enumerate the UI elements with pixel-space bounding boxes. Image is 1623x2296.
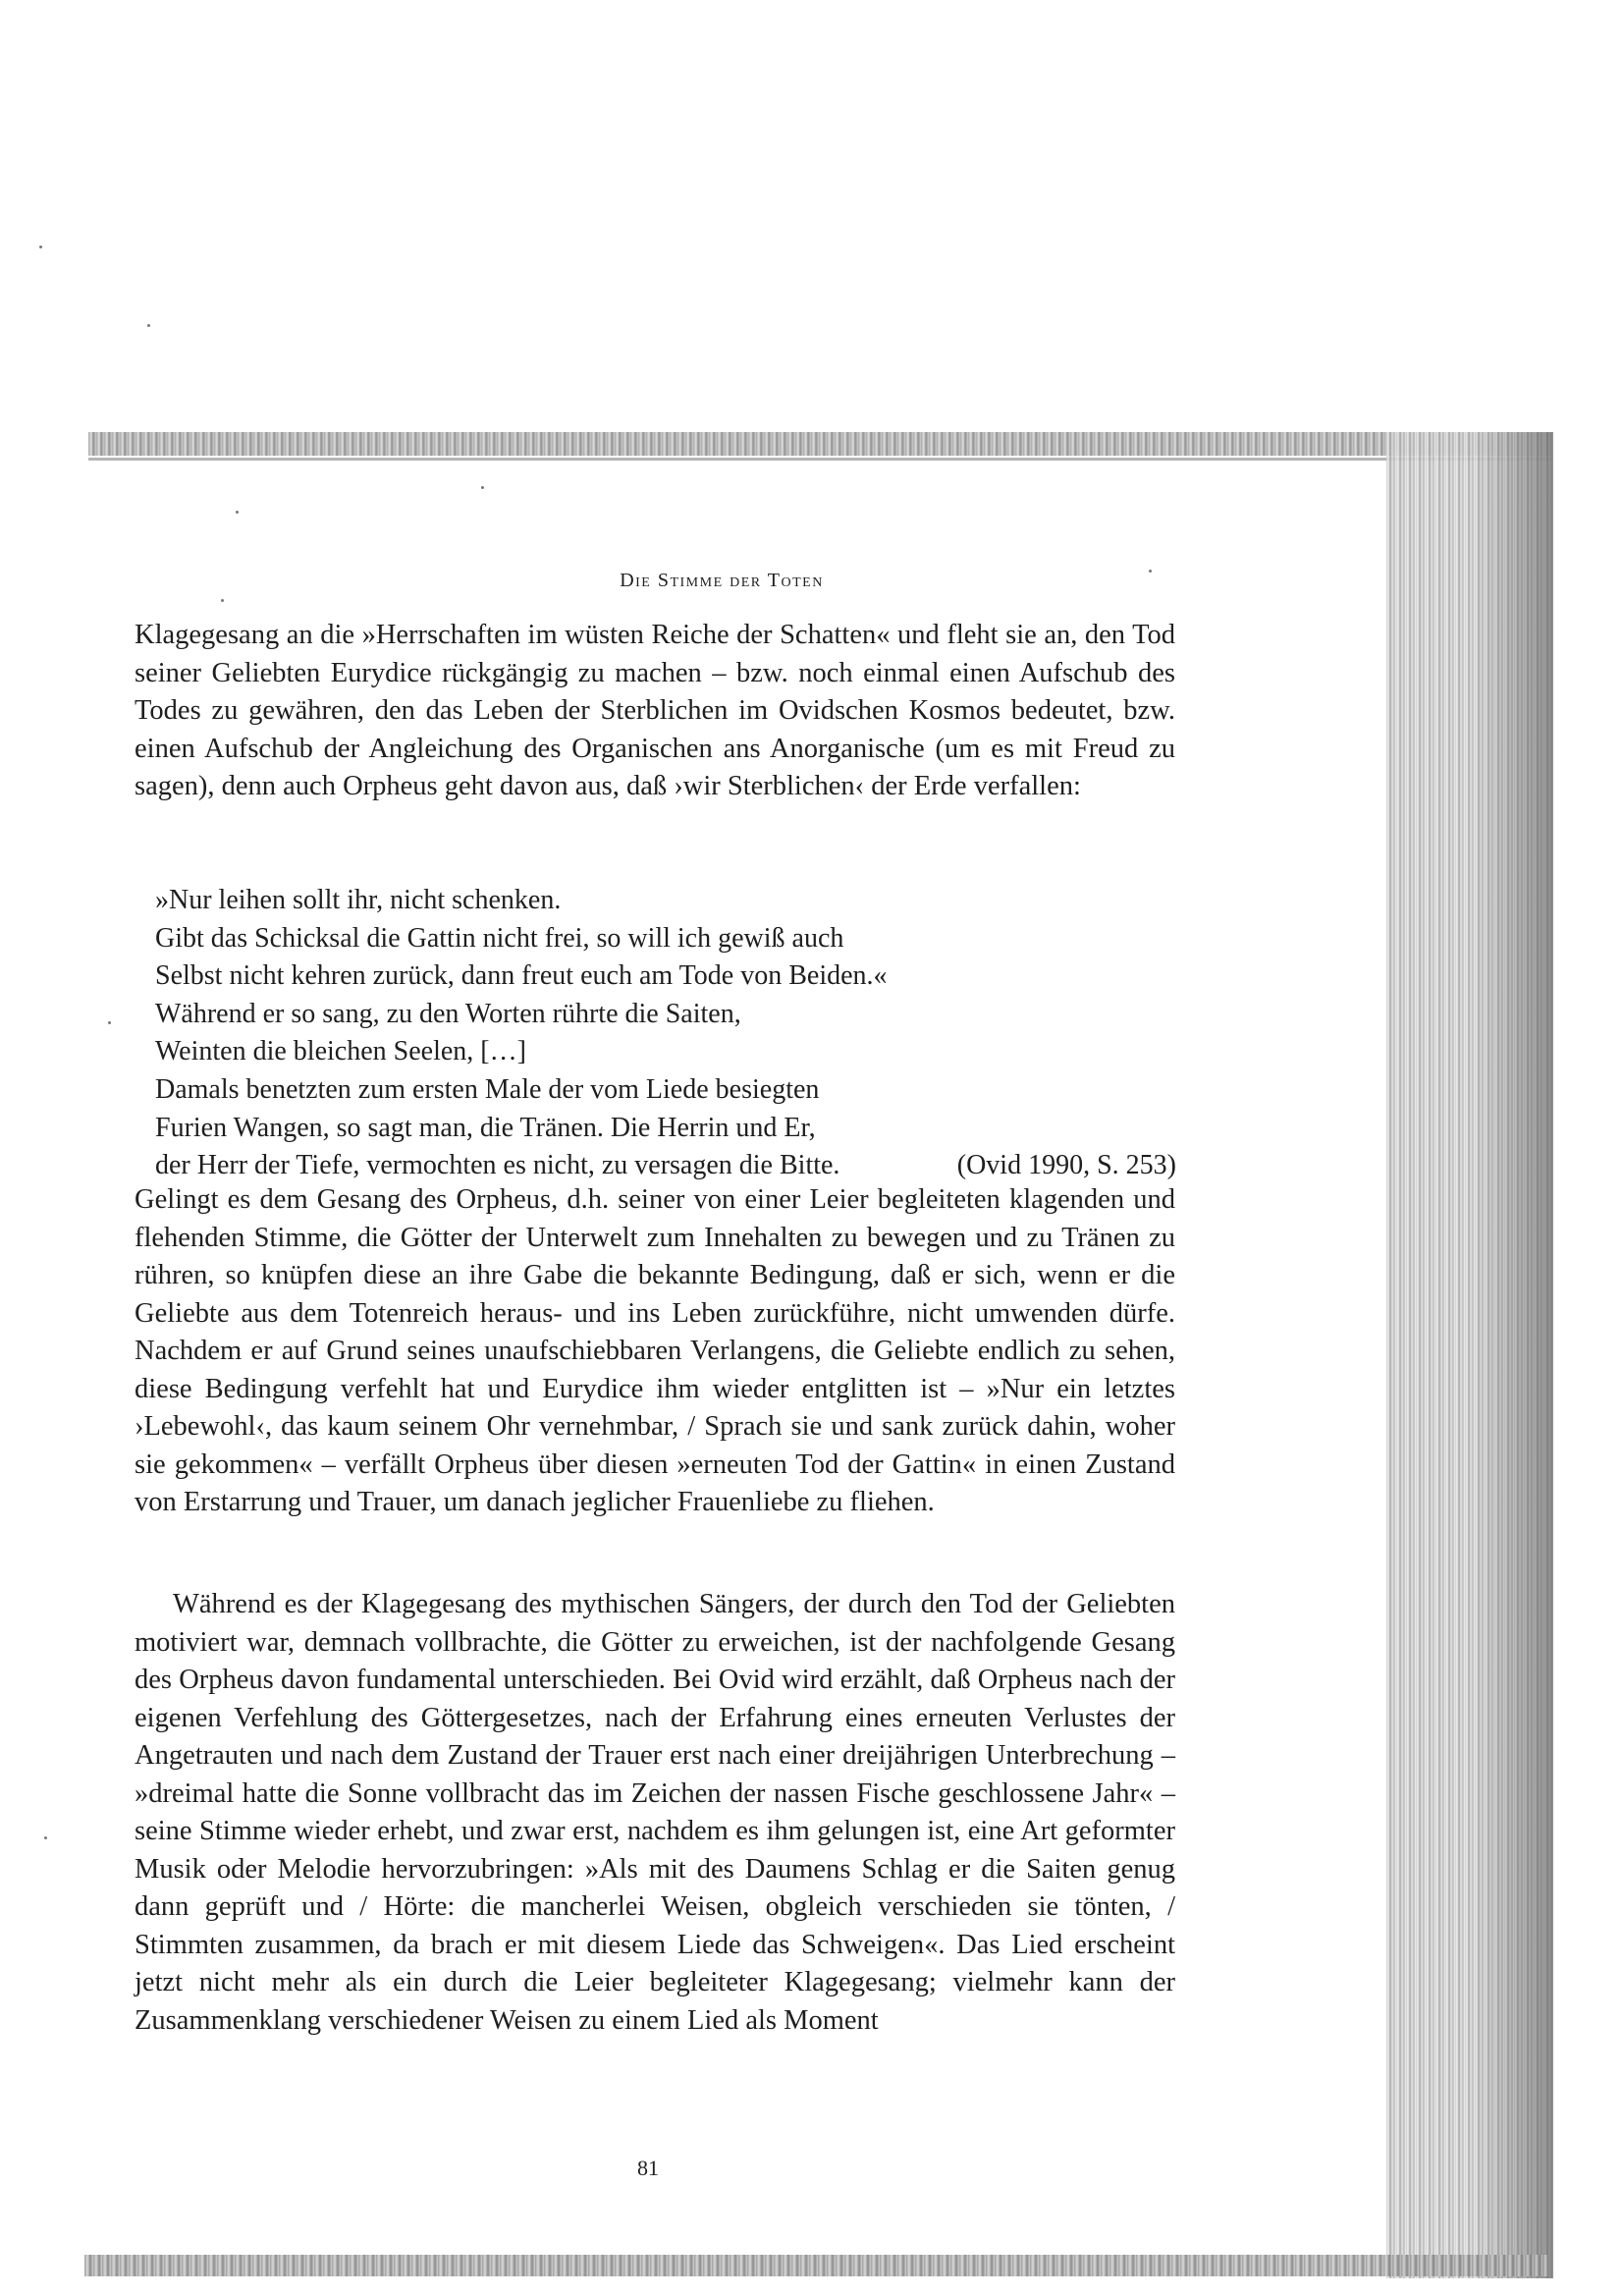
scan-speck [221,599,224,602]
scan-border-top [88,432,1551,456]
quote-line: Damals benetzten zum ersten Male der vom Liede besiegten [155,1073,820,1105]
quote-last-line [155,1147,1176,1185]
body-paragraph-2: Gelingt es dem Gesang des Orpheus, d.h. seiner von einer Leier begleiteten klagenden und flehenden Stimme, die Götter der Unterwelt zum Innehalten zu bewegen und zu Tränen zu rühren, so knüpfen diese an ihre Gabe die bekannte Bedingung, daß er sich, wenn er die Geliebte aus dem Totenreich heraus- und ins Leben zurückführe, nicht umwenden dürfe. Nachdem er auf Grund seines unaufschiebbaren Verlangens, die Geliebte endlich zu sehen, diese Bedingung verfehlt hat und Eurydice ihm wieder entglitten ist – »Nur ein letztes ›Lebewohl‹, das kaum seinem Ohr vernehmbar, / Sprach sie und sank zurück dahin, woher sie gekommen« – verfällt Orpheus über diesen »erneuten Tod der Gattin« in einen Zustand von Erstarrung und Trauer, um danach jeglicher Frauenliebe zu fliehen. [135,1184,1175,1517]
scan-speck [108,1021,111,1024]
quote-line: der Herr der Tiefe, vermochten es nicht, zu versagen die Bitte. [155,1150,840,1181]
quote-line: »Nur leihen sollt ihr, nicht schenken. [155,885,562,915]
scan-speck [236,511,239,514]
scan-border-bottom [84,2255,1547,2276]
quote-citation: (Ovid 1990, S. 253) [956,1150,1176,1181]
scan-speck [44,1836,47,1839]
quote-line: Furien Wangen, so sagt man, die Tränen. Die Herrin und Er, [155,1112,816,1143]
scan-speck [39,246,42,248]
scan-speck [481,486,484,489]
block-quote [155,882,1176,1185]
body-paragraph-3: Während es der Klagegesang des mythischen Sängers, der durch den Tod der Geliebten motiviert war, demnach vollbrachte, die Götter zu erweichen, ist der nachfolgende Gesang des Orpheus davon fundamental unterschieden. Bei Ovid wird erzählt, daß Orpheus nach der eigenen Verfehlung des Göttergesetzes, nach der Erfahrung eines erneuten Verlustes der Angetrauten und nach dem Zustand der Trauer erst nach einer dreijährigen Unterbrechung – »dreimal hatte die Sonne vollbracht das im Zeichen der nassen Fische geschlossene Jahr« – seine Stimme wieder erhebt, und zwar erst, nachdem es ihm gelungen ist, eine Art geformter Musik oder Melodie hervorzubringen: »Als mit des Daumens Schlag er die Saiten genug dann geprüft und / Hörte: die mancherlei Weisen, obgleich verschieden sie tönten, / Stimmten zusammen, da brach er mit diesem Liede das Schweigen«. Das Lied erscheint jetzt nicht mehr als ein durch die Leier begleiteter Klagegesang; vielmehr kann der Zusammenklang verschiedener Weisen zu einem Lied als Moment [135,1589,1175,2036]
page-number: 81 [637,2156,659,2180]
scan-speck [147,324,150,327]
quote-line: Selbst nicht kehren zurück, dann freut euch am Tode von Beiden.« [155,960,888,992]
book-page-edges-shadow [1473,432,1553,2278]
scan-border-top-line [88,458,1551,461]
quote-line: Gibt das Schicksal die Gattin nicht frei, so will ich gewiß auch [155,922,844,954]
body-paragraph-1: Klagegesang an die »Herrschaften im wüsten Reiche der Schatten« und fleht sie an, den Tod seiner Geliebten Eurydice rückgängig zu machen – bzw. noch einmal einen Aufschub des Todes zu gewähren, den das Leben der Sterblichen im Ovidschen Kosmos bedeutet, bzw. einen Aufschub der Angleichung des Organischen ans Anorganische (um es mit Freud zu sagen), denn auch Orpheus geht davon aus, daß ›wir Sterblichen‹ der Erde verfallen: [135,620,1175,801]
quote-line: Während er so sang, zu den Worten rührte die Saiten, [155,998,741,1029]
quote-line: Weinten die bleichen Seelen, […] [155,1036,526,1067]
running-head: Die Stimme der Toten [620,570,824,591]
